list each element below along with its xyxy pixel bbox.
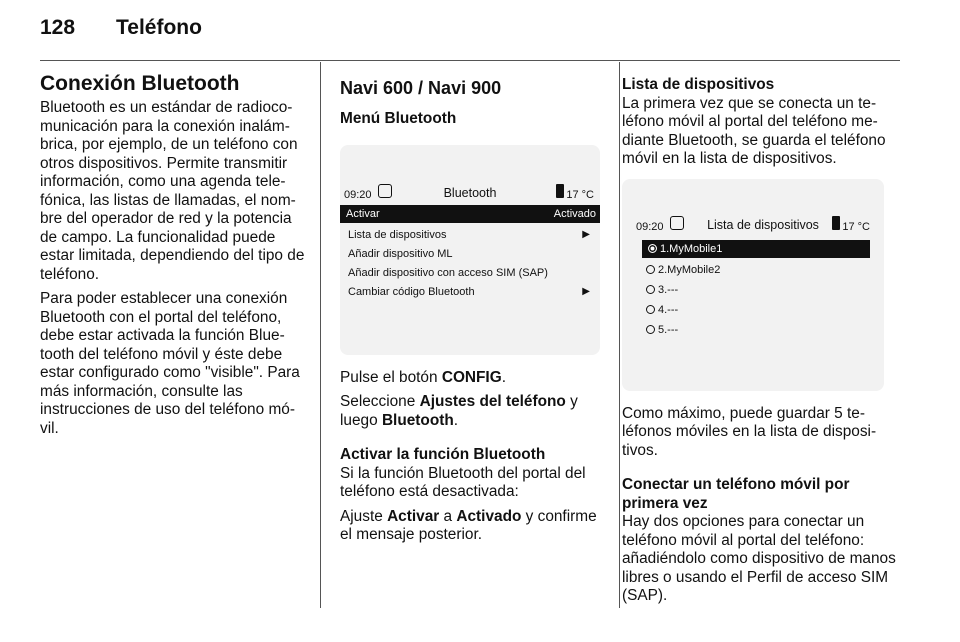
column-3	[622, 76, 904, 612]
heading-navi: Navi 600 / Navi 900	[340, 78, 502, 98]
radio-icon	[646, 325, 655, 334]
menu-item-value: Activado	[553, 207, 596, 220]
screen-title: Bluetooth	[443, 185, 497, 200]
paragraph-select: Seleccione Ajustes del teléfono y luego Bluetooth.	[340, 393, 578, 429]
paragraph-set: Ajuste Activar a Activado y confirme el mensaje posterior.	[340, 507, 597, 543]
screen-title: Lista de dispositivos	[707, 217, 819, 232]
paragraph: Como máximo, puede guardar 5 teléfonos móviles en la lista de dispositivos.	[622, 404, 877, 459]
column-2	[340, 72, 602, 551]
page-header	[40, 16, 900, 48]
heading-bluetooth-connection: Conexión Bluetooth	[40, 72, 240, 95]
device-item-3[interactable]: 3.---	[642, 281, 880, 299]
paragraph: Hay dos opciones para conectar un teléfono móvil al portal del teléfono: añadiéndolo como dispositivo de manos libres o usando el Perfil de acceso SIM (SAP).	[622, 513, 896, 604]
menu-item-add-sap[interactable]: Añadir dispositivo con acceso SIM (SAP)	[348, 266, 548, 279]
paragraph: Si la función Bluetooth del portal del teléfono está desactivada:	[340, 464, 586, 500]
radio-icon	[646, 265, 655, 274]
subheading-connect: Conectar un teléfono móvil por primera vez	[622, 476, 850, 512]
menu-item-activar[interactable]: Activar Activado	[340, 205, 600, 223]
paragraph: Para poder establecer una conexión Bluetooth con el portal del teléfono, debe estar activada la función Bluetooth del teléfono móvil y éste debe estar configurado como "visible". Para más información, consulte las instrucciones de uso del teléfono móvil.	[40, 290, 300, 437]
screen-temperature: 17 °C	[566, 188, 594, 201]
device-item-1[interactable]: 1.MyMobile1	[642, 240, 870, 258]
menu-item-add-ml[interactable]: Añadir dispositivo ML	[348, 247, 453, 260]
menu-item-change-code[interactable]: Cambiar código Bluetooth ▶	[344, 283, 596, 301]
device-item-2[interactable]: 2.MyMobile2	[642, 261, 880, 279]
device-item-5[interactable]: 5.---	[642, 321, 880, 339]
screen-time: 09:20	[344, 188, 372, 201]
screen-time: 09:20	[636, 220, 664, 233]
device-item-4[interactable]: 4.---	[642, 301, 880, 319]
column-1	[40, 72, 305, 444]
header-rule	[40, 60, 900, 61]
column-divider-1	[320, 62, 321, 608]
phone-icon	[556, 184, 564, 198]
paragraph: La primera vez que se conecta un teléfono móvil al portal del teléfono mediante Bluetooth, se guarda el teléfono móvil en la lista de dispositivos.	[622, 94, 886, 167]
screen-status-bar	[340, 183, 600, 201]
bluetooth-menu-screen	[340, 145, 600, 355]
screen-temperature: 17 °C	[842, 220, 870, 233]
page-number: 128	[40, 16, 76, 39]
section-title: Teléfono	[116, 16, 202, 39]
phone-icon	[832, 216, 840, 230]
screen-status-bar	[622, 215, 884, 233]
menu-item-device-list[interactable]: Lista de dispositivos ▶	[344, 226, 596, 244]
column-divider-2	[619, 62, 620, 608]
device-list-screen	[622, 179, 884, 391]
subheading-activate: Activar la función Bluetooth	[340, 446, 546, 463]
paragraph-config: Pulse el botón CONFIG.	[340, 368, 506, 386]
chevron-right-icon: ▶	[582, 228, 590, 240]
subheading-device-list: Lista de dispositivos	[622, 76, 775, 93]
radio-icon	[646, 285, 655, 294]
chevron-right-icon: ▶	[582, 285, 590, 297]
radio-icon	[646, 305, 655, 314]
subheading-bluetooth-menu: Menú Bluetooth	[340, 110, 457, 127]
paragraph: Bluetooth es un estándar de radiocomunicación para la conexión inalámbrica, por ejemplo, de un teléfono con otros dispositivos. Permite transmitir información, como una agenda telefónica, las listas de llamadas, el nombre del operador de red y la potencia de campo. La funcionalidad puede estar limitada, dependiendo del tipo de teléfono.	[40, 99, 305, 283]
radio-selected-icon	[648, 244, 657, 253]
